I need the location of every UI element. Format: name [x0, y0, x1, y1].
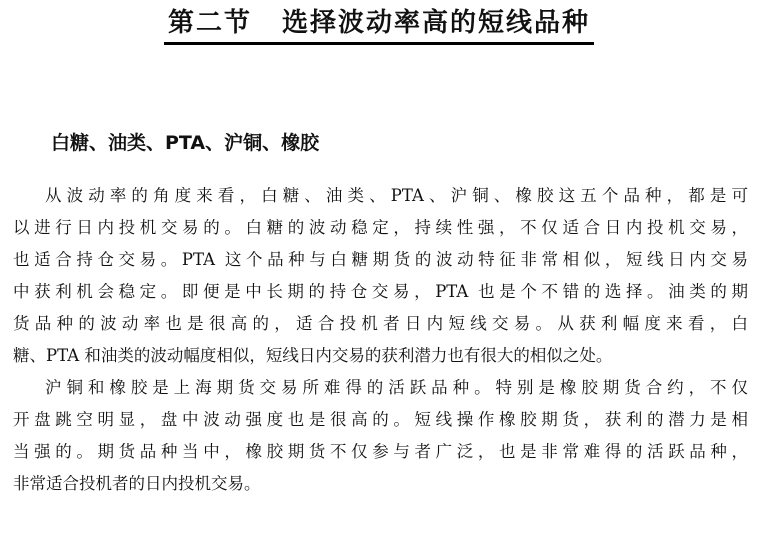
chapter-title-text: 选择波动率高的短线品种: [282, 8, 591, 38]
paragraph-1-line-3: 也适合持仓交易。PTA 这个品种与白糖期货的波动特征非常相似，短线日内交易: [13, 250, 748, 269]
paragraph-1-line-2: 以进行日内投机交易的。白糖的波动稳定，持续性强，不仅适合日内投机交易，: [13, 218, 748, 237]
paragraph-1-line-5: 货品种的波动率也是很高的，适合投机者日内短线交易。从获利幅度来看，白: [13, 314, 748, 333]
paragraph-1-line-6: 糖、PTA 和油类的波动幅度相似，短线日内交易的获利潜力也有很大的相似之处。: [13, 346, 613, 365]
chapter-header: [0, 6, 758, 45]
chapter-number: 第二节: [167, 8, 252, 38]
paragraph-2-line-1: 沪铜和橡胶是上海期货交易所难得的活跃品种。特别是橡胶期货合约，不仅: [45, 378, 748, 397]
section-heading: 白糖、油类、PTA、沪铜、橡胶: [51, 132, 320, 154]
paragraph-1-line-1: 从波动率的角度来看，白糖、油类、PTA、沪铜、橡胶这五个品种，都是可: [45, 186, 748, 205]
chapter-title: [164, 6, 594, 45]
paragraph-2-line-2: 开盘跳空明显，盘中波动强度也是很高的。短线操作橡胶期货，获利的潜力是相: [13, 410, 748, 429]
paragraph-2-line-3: 当强的。期货品种当中，橡胶期货不仅参与者广泛，也是非常难得的活跃品种，: [13, 442, 748, 461]
paragraph-1-line-4: 中获利机会稳定。即便是中长期的持仓交易，PTA 也是个不错的选择。油类的期: [13, 282, 748, 301]
paragraph-2-line-4: 非常适合投机者的日内投机交易。: [13, 474, 261, 493]
